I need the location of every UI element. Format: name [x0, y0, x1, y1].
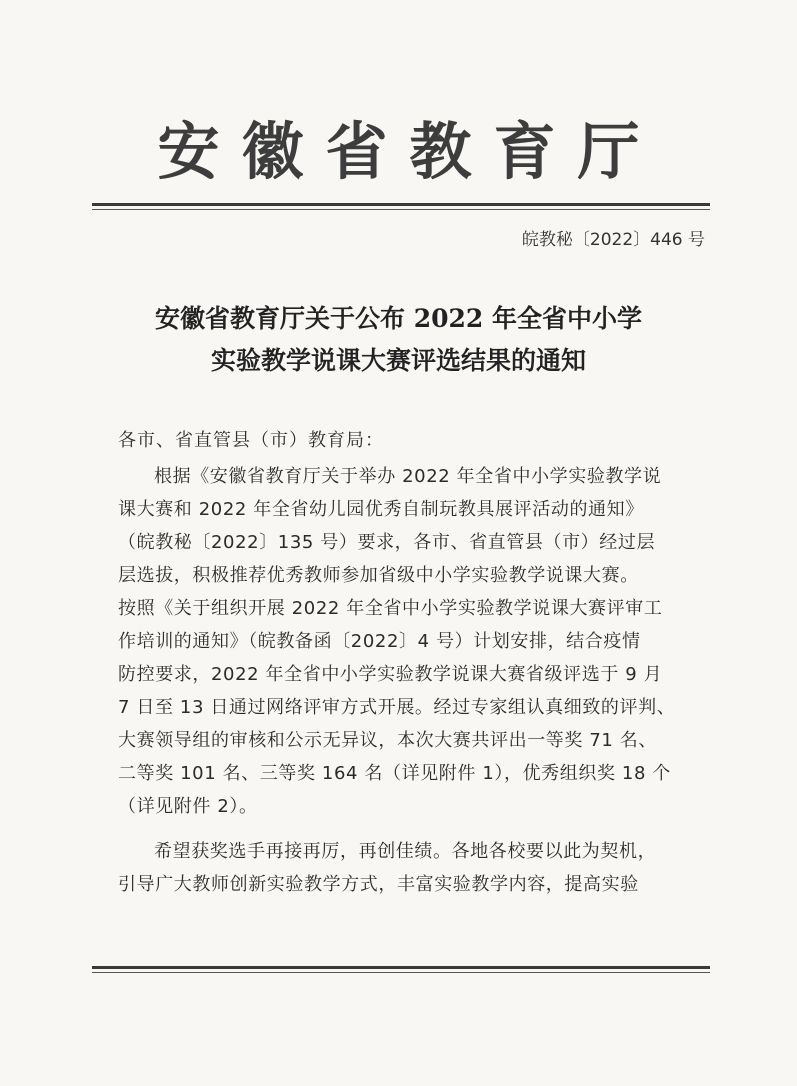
footer-rule-thin [92, 972, 710, 973]
body-line: 7 日至 13 日通过网络评审方式开展。经过专家组认真细致的评判、 [118, 697, 676, 718]
body-line: 课大赛和 2022 年全省幼儿园优秀自制玩教具展评活动的通知》 [118, 499, 644, 520]
body-line: 防控要求，2022 年全省中小学实验教学说课大赛省级评选于 9 月 [118, 664, 663, 685]
body-line: （皖教秘〔2022〕135 号）要求，各市、省直管县（市）经过层 [118, 532, 656, 553]
paragraph-gap [118, 823, 693, 835]
body-line: （详见附件 2）。 [118, 796, 258, 817]
letterhead-rule-thick [92, 203, 710, 206]
body-line: 希望获奖选手再接再厉，再创佳绩。各地各校要以此为契机， [154, 841, 657, 862]
body-line: 大赛领导组的审核和公示无异议，本次大赛共评出一等奖 71 名、 [118, 730, 657, 751]
org-letterhead-title: 安徽省教育厅 [157, 115, 662, 188]
document-title-line-2: 实验教学说课大赛评选结果的通知 [210, 346, 586, 375]
footer-rule-thick [92, 966, 710, 969]
document-title [60, 298, 737, 382]
document-number: 皖教秘〔2022〕446 号 [521, 230, 705, 250]
body-line: 根据《安徽省教育厅关于举办 2022 年全省中小学实验教学说 [154, 466, 662, 487]
body-line: 层选拔，积极推荐优秀教师参加省级中小学实验教学说课大赛。 [118, 565, 639, 586]
document-title-line-1: 安徽省教育厅关于公布 2022 年全省中小学 [155, 304, 642, 333]
body-line: 二等奖 101 名、三等奖 164 名（详见附件 1），优秀组织奖 18 个 [118, 763, 671, 784]
document-body [118, 460, 693, 901]
salutation: 各市、省直管县（市）教育局： [118, 430, 384, 451]
body-line: 作培训的通知》（皖教备函〔2022〕4 号）计划安排，结合疫情 [118, 631, 641, 652]
letterhead-rule-thin [92, 209, 710, 210]
body-line: 按照《关于组织开展 2022 年全省中小学实验教学说课大赛评审工 [118, 598, 663, 619]
body-line: 引导广大教师创新实验教学方式，丰富实验教学内容，提高实验 [118, 874, 639, 895]
